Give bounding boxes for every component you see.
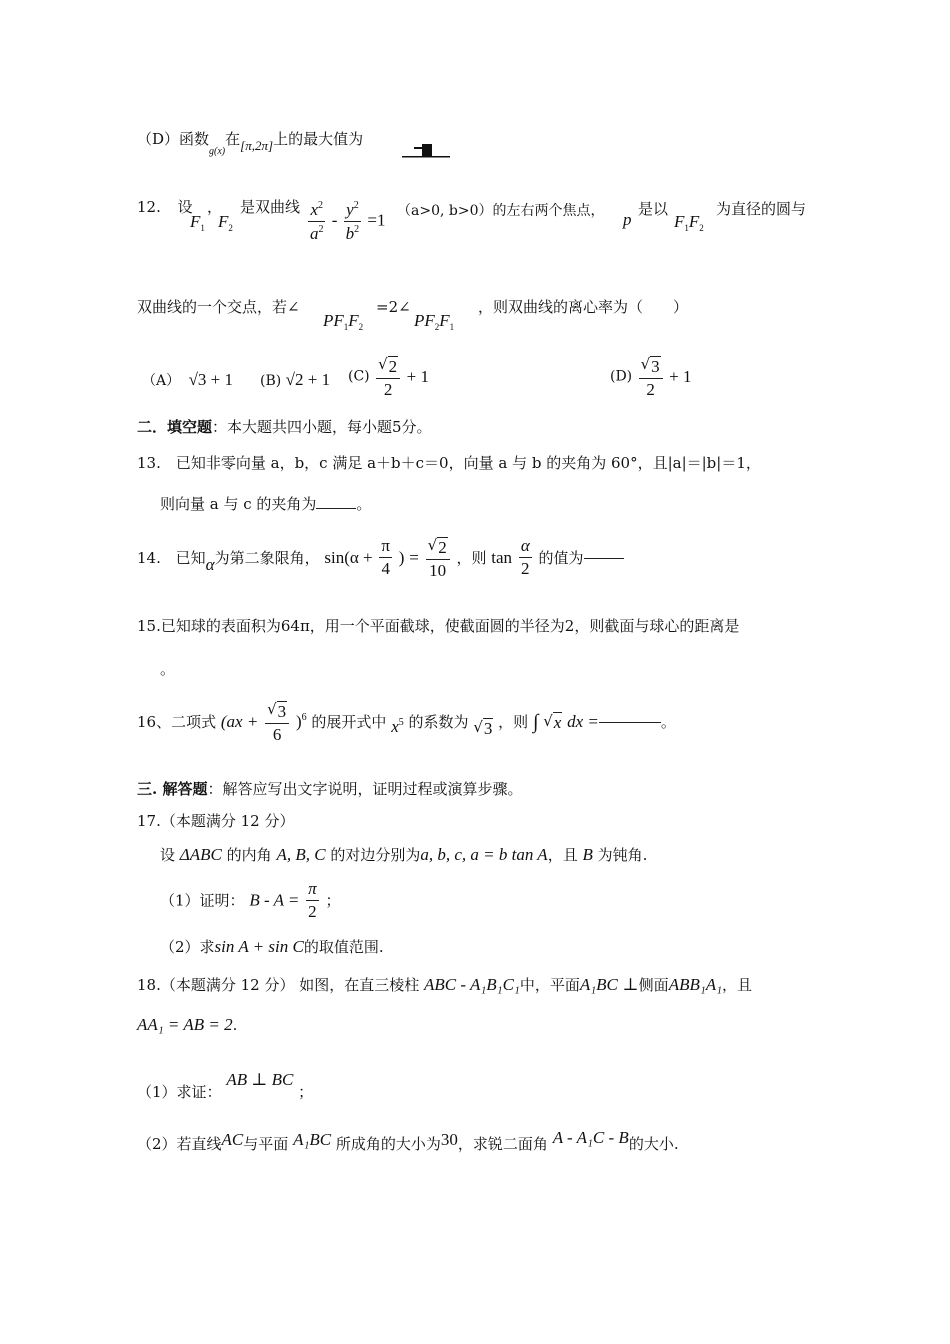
pf1f2-f: F <box>348 311 359 330</box>
opt-d-label: (D) <box>610 368 633 385</box>
q11-option-d <box>137 130 363 158</box>
q12-number: 12. <box>137 198 161 216</box>
y2-over-b2 <box>344 200 362 243</box>
q16-root3-over-6: √ 3 6 <box>265 700 289 744</box>
q14-close: ) <box>398 547 405 567</box>
q16-answer-blank[interactable] <box>599 722 661 723</box>
q18-cond-expr: AA₁ = AB = 2 <box>137 1015 233 1034</box>
q14-alpha: α <box>205 555 215 575</box>
q18-p2e: 的大小. <box>628 1135 679 1153</box>
p-var: p <box>623 210 632 229</box>
pf2f1-sub1: 1 <box>449 322 455 332</box>
q12-line1 <box>137 198 193 216</box>
q18-thirty: 30 <box>440 1130 458 1149</box>
q12-option-c <box>348 355 429 399</box>
q17-1e: 为钝角. <box>597 846 648 864</box>
section2-desc: ：本大题共四小题，每小题5分。 <box>212 418 432 436</box>
q13-end: 。 <box>356 495 372 513</box>
opt-c-plus1: + 1 <box>406 366 429 386</box>
q14 <box>137 536 624 580</box>
q14-alpha-over-2 <box>519 537 532 578</box>
q14-pi-over-4 <box>379 537 392 578</box>
q18-plane: A₁BC <box>579 975 618 994</box>
section3-heading <box>137 780 522 798</box>
q15-line1-text: 15.已知球的表面积为64π，用一个平面截球，使截面圆的半径为2，则截面与球心的距离是 <box>137 617 740 635</box>
q17-1a: 设 <box>160 846 176 864</box>
q12-hyperbola-eq <box>306 200 386 243</box>
section3-title: 三. 解答题 <box>137 780 208 798</box>
q18-part2 <box>137 1128 679 1153</box>
q18-p2d: ，求锐二面角 <box>457 1135 548 1153</box>
q17-p1expr: B - A = <box>249 890 300 910</box>
q12-p <box>623 210 632 230</box>
pf2f1-f: F <box>439 311 450 330</box>
q14-sin: sin(α + <box>324 547 373 567</box>
q17-head <box>137 812 294 830</box>
q18-h4: ，且 <box>722 976 753 994</box>
q18-prism: ABC - A₁B₁C₁ <box>424 975 520 994</box>
f1f2-f2: F <box>688 212 700 231</box>
q13-answer-blank[interactable] <box>316 508 356 509</box>
q18-h2: 中，平面 <box>519 976 580 994</box>
opt-c-den: 2 <box>383 379 393 399</box>
q14-frac-two: 2 <box>521 559 530 579</box>
q13-line1-text: 13. 已知非零向量 a，b，c 满足 a＋b＋c＝0，向量 a 与 b 的夹角为 60°，且|a|＝|b|＝1， <box>137 454 761 472</box>
opt-d-den: 2 <box>646 379 655 399</box>
q18-cond-end: . <box>232 1016 238 1034</box>
q14-number: 14. <box>137 549 161 568</box>
q12-text-d <box>716 200 806 218</box>
q16-coef-r3: 3 <box>483 719 493 739</box>
q14-answer-blank[interactable] <box>584 558 624 559</box>
q18-p2c: 所成角的大小为 <box>335 1135 441 1153</box>
opt-a-label: （A） <box>142 373 181 389</box>
q12-cond <box>397 203 604 220</box>
q17-p1a: （1）证明： <box>160 891 245 910</box>
q14-frac-alpha: α <box>519 537 532 558</box>
f1f2-sub2: 2 <box>699 223 704 233</box>
q11d-tail: 上的最大值为 <box>273 130 364 148</box>
q18-ac: AC <box>221 1130 244 1149</box>
q13-line1 <box>137 454 761 472</box>
q12-pf2f1 <box>414 311 454 333</box>
q16-d: ，则 <box>498 713 529 732</box>
opt-d-r3: 3 <box>651 357 660 376</box>
q12-c: 是以 <box>638 200 669 218</box>
q17-1c: 的对边分别为 <box>330 846 421 864</box>
section2-title: 二．填空题 <box>137 418 213 436</box>
q14-tan: tan <box>491 547 513 567</box>
q16-five: 5 <box>398 717 404 729</box>
q16: 16、二项式 (ax + √ 3 6 )$^6$ 的展开式中 $x^5$ 的系数为 √ 3 ，则 ∫ √ x dx = 。 <box>137 700 676 744</box>
f1f2-sub1: 1 <box>684 223 689 233</box>
q18-part1 <box>137 1070 313 1101</box>
q16-dx: dx = <box>567 711 599 731</box>
opt-d-frac: √ 3 2 <box>639 355 663 399</box>
q17-pi-over-2 <box>306 880 319 921</box>
q12-text-b <box>240 198 300 216</box>
q12-option-b <box>260 370 330 390</box>
f1-letter: F <box>190 212 201 231</box>
q16-sqx: x <box>553 712 562 732</box>
q18-head-text: 18.（本题满分 12 分） 如图，在直三棱柱 <box>137 976 420 994</box>
q14-r2: 2 <box>438 538 447 557</box>
q12-eq2-text: =2∠ <box>376 298 411 316</box>
q17-two: 2 <box>308 901 317 921</box>
q13-line2 <box>160 495 371 513</box>
a-var: a <box>310 223 319 243</box>
q15-line2 <box>160 660 175 678</box>
pf1f2-sub2: 2 <box>358 322 364 332</box>
q18-dihedral: A - A₁C - B <box>552 1128 629 1147</box>
q17-pi: π <box>306 880 319 901</box>
q16-c: 的系数为 <box>408 713 469 732</box>
opt-c-frac: √ 2 2 <box>376 355 400 399</box>
section2-heading <box>137 418 432 436</box>
a-sq: 2 <box>318 223 324 235</box>
q16-end: 。 <box>660 713 676 732</box>
q16-b: 的展开式中 <box>311 713 387 732</box>
q18-p1expr: AB ⊥ BC <box>226 1070 294 1089</box>
q12-text-a: 设 <box>177 198 193 216</box>
f1f2-f1: F <box>674 212 685 231</box>
q11d-fn: g(x) <box>209 146 226 157</box>
q17-p2a: （2）求 <box>160 938 215 956</box>
q17-line1 <box>160 845 647 865</box>
opt-c-label: (C) <box>348 368 370 385</box>
q16-pow: 6 <box>301 711 307 723</box>
q16-r3: 3 <box>277 702 287 721</box>
pf1f2-sub1: 1 <box>343 322 349 332</box>
opt-a-value: √3 + 1 <box>188 370 233 389</box>
q16-x: x <box>391 717 399 737</box>
q12-f2 <box>218 212 233 234</box>
q14-a: 已知 <box>175 549 206 568</box>
q17-p2b: 的取值范围. <box>303 938 384 956</box>
q11d-answer-mark <box>402 140 450 158</box>
q17-part2 <box>160 937 384 957</box>
y-var: y <box>346 200 354 219</box>
q12-d: 为直径的圆与 <box>716 200 807 218</box>
q16-close: ) <box>295 711 302 731</box>
q12-eq2 <box>376 298 411 316</box>
q18-p2b: 与平面 <box>243 1135 289 1153</box>
q14-b: 为第二象限角， <box>214 549 320 568</box>
q12-text-c <box>638 200 668 218</box>
q18-p1a: （1）求证： <box>137 1083 222 1101</box>
pf2f1-pf: PF <box>414 311 435 330</box>
q14-ten: 10 <box>429 560 447 580</box>
x-sq: 2 <box>318 200 324 211</box>
q12-line2b: ，则双曲线的离心率为（ ） <box>478 298 689 316</box>
q12-line2-b <box>478 298 688 316</box>
q15-line2-text: 。 <box>160 660 176 678</box>
f2-letter: F <box>218 212 229 231</box>
q12-b: 是双曲线 <box>240 198 301 216</box>
q11d-at: 在 <box>225 130 241 148</box>
q18-perp: ⊥ <box>622 975 639 994</box>
opt-d-plus1: + 1 <box>669 366 692 386</box>
q11d-interval: [π,2π] <box>240 138 274 153</box>
q14-pi: π <box>379 537 392 558</box>
q17-B: B <box>582 845 593 864</box>
q17-head-text: 17.（本题满分 12 分） <box>137 812 295 830</box>
pf2f1-sub2: 2 <box>434 322 440 332</box>
section3-desc: ：解答应写出文字说明，证明过程或演算步骤。 <box>207 780 523 798</box>
q15-line1 <box>137 617 739 635</box>
q18-p1end: ； <box>298 1083 314 1101</box>
q14-root2-over-10: √ 2 10 <box>426 536 450 580</box>
q12-cond-text: （a>0, b>0）的左右两个焦点， <box>397 203 605 219</box>
b-sq: 2 <box>354 223 360 235</box>
q14-eq: = <box>409 547 419 567</box>
q18-head <box>137 975 752 995</box>
q13-line2-text: 则向量 a 与 c 的夹角为 <box>160 495 317 513</box>
q16-a: 16、二项式 <box>137 713 217 732</box>
y-sq: 2 <box>353 200 359 211</box>
q11d-label: （D）函数 <box>137 130 210 148</box>
opt-b-value: √2 + 1 <box>285 370 331 389</box>
opt-c-r2: 2 <box>388 357 398 376</box>
f2-sub: 2 <box>228 223 233 233</box>
b-var: b <box>345 223 355 243</box>
q16-integral: ∫ <box>532 711 539 734</box>
q18-plane2: A₁BC <box>293 1130 332 1149</box>
q17-1b: 的内角 <box>226 846 272 864</box>
minus-sign: - <box>331 210 338 230</box>
q18-h3: 侧面 <box>638 976 669 994</box>
q17-p2expr: sin A + sin C <box>214 937 304 956</box>
q14-four: 4 <box>381 559 390 579</box>
q18-face: ABB₁A₁ <box>668 975 723 994</box>
q16-expr-open: (ax + <box>220 711 259 731</box>
q12-comma-text: ， <box>207 198 223 216</box>
q17-triangle: ΔABC <box>179 845 222 864</box>
pf1f2-pf: PF <box>323 311 344 330</box>
q16-six: 6 <box>272 724 282 744</box>
q12-f1f2 <box>674 212 704 234</box>
q17-1d: ，且 <box>547 846 578 864</box>
x-var: x <box>310 200 319 219</box>
q18-p2a: （2）若直线 <box>137 1135 222 1153</box>
x2-over-a2 <box>308 200 326 243</box>
q18-cond <box>137 1015 237 1035</box>
q12-line2-a <box>137 298 300 316</box>
equals-one: =1 <box>367 210 386 230</box>
q14-c: ，则 <box>456 549 487 568</box>
q17-p1end: ； <box>325 891 341 910</box>
q14-d: 的值为 <box>538 549 584 568</box>
f1-sub: 1 <box>200 223 205 233</box>
q17-part1 <box>160 880 340 921</box>
opt-b-label: (B) <box>260 373 282 389</box>
q12-f1 <box>190 212 205 234</box>
q12-line2a: 双曲线的一个交点，若∠ <box>137 298 300 316</box>
q12-pf1f2 <box>323 311 363 333</box>
q12-option-d <box>610 355 691 399</box>
q17-abc: A, B, C <box>276 845 326 864</box>
q12-option-a <box>142 370 233 390</box>
q17-sides: a, b, c, a = b tan A <box>420 845 548 864</box>
